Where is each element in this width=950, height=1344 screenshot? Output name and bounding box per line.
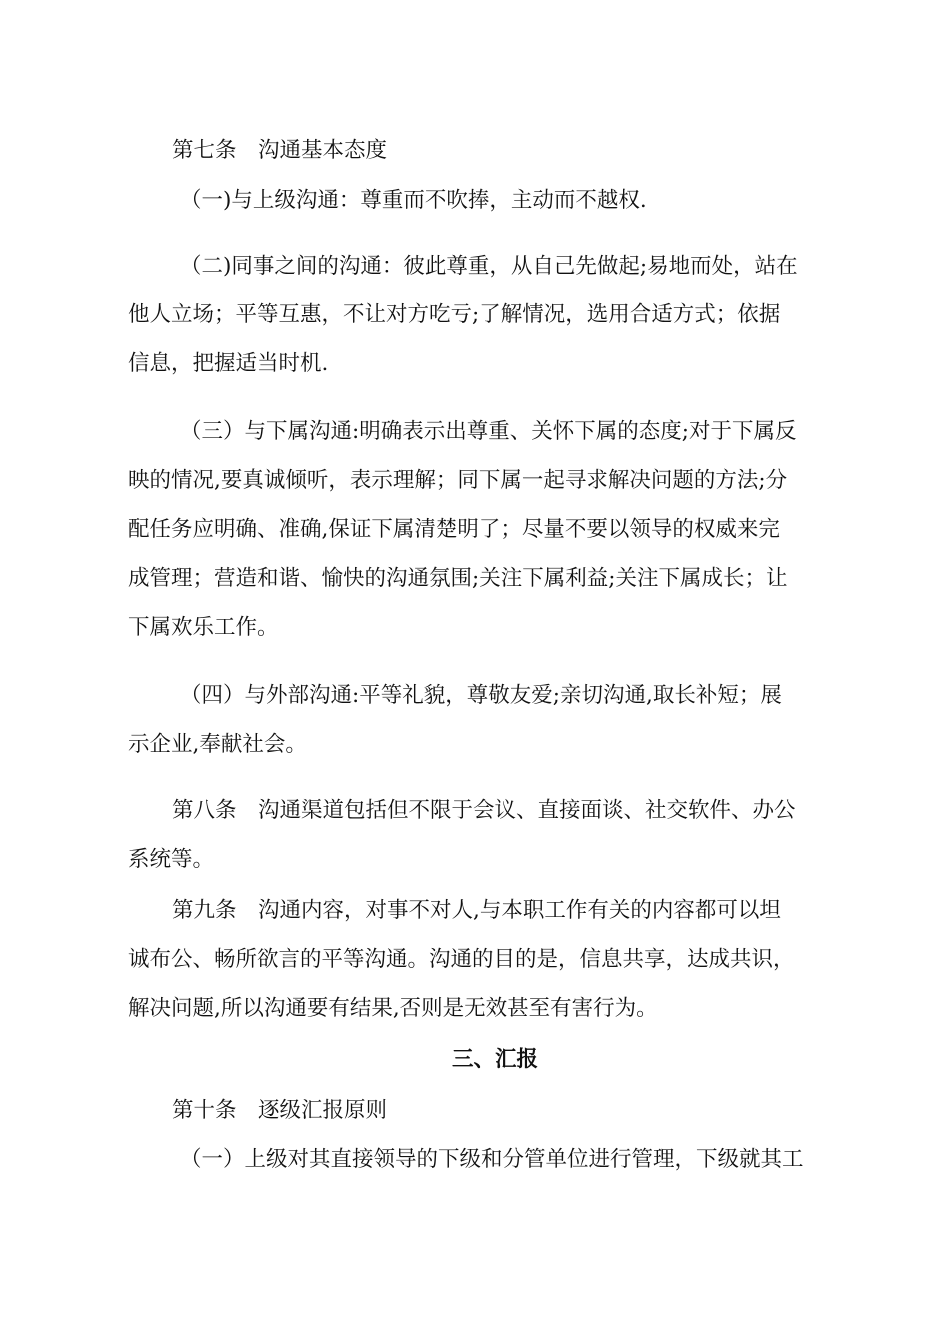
article-7-title: 第七条 沟通基本态度	[172, 138, 388, 163]
article-10-title: 第十条 逐级汇报原则	[172, 1098, 388, 1123]
article-9-line-3: 解决问题,所以沟通要有结果,否则是无效甚至有害行为。	[128, 996, 658, 1021]
article-7-item-3-line-5: 下属欢乐工作。	[128, 615, 279, 640]
section-heading: 三、汇报	[451, 1047, 538, 1072]
article-7-item-1: （一)与上级沟通：尊重而不吹捧，主动而不越权.	[180, 188, 647, 213]
article-8-line-1: 第八条 沟通渠道包括但不限于会议、直接面谈、社交软件、办公	[172, 798, 796, 823]
article-9-line-2: 诚布公、畅所欲言的平等沟通。沟通的目的是，信息共享，达成共识，	[128, 947, 795, 972]
article-7-item-4-line-1: （四）与外部沟通:平等礼貌，尊敬友爱;亲切沟通,取长补短；展	[180, 683, 782, 708]
article-7-item-2-line-1: （二)同事之间的沟通：彼此尊重，从自己先做起;易地而处，站在	[180, 254, 798, 279]
article-7-item-2-line-2: 他人立场；平等互惠，不让对方吃亏;了解情况，选用合适方式；依据	[128, 302, 781, 327]
article-7-item-3-line-1: （三）与下属沟通:明确表示出尊重、关怀下属的态度;对于下属反	[180, 419, 797, 444]
article-7-item-3-line-4: 成管理；营造和谐、愉快的沟通氛围;关注下属利益;关注下属成长；让	[128, 566, 788, 591]
article-9-line-1: 第九条 沟通内容，对事不对人,与本职工作有关的内容都可以坦	[172, 898, 781, 923]
article-10-item-1: （一）上级对其直接领导的下级和分管单位进行管理，下级就其工	[180, 1147, 804, 1172]
article-7-item-3-line-2: 映的情况,要真诚倾听，表示理解；同下属一起寻求解决问题的方法;分	[128, 468, 788, 493]
article-7-item-3-line-3: 配任务应明确、准确,保证下属清楚明了；尽量不要以领导的权威来完	[128, 517, 780, 542]
article-8-line-2: 系统等。	[128, 847, 215, 872]
article-7-item-2-line-3: 信息，把握适当时机.	[128, 351, 329, 376]
article-7-item-4-line-2: 示企业,奉献社会。	[128, 732, 307, 757]
